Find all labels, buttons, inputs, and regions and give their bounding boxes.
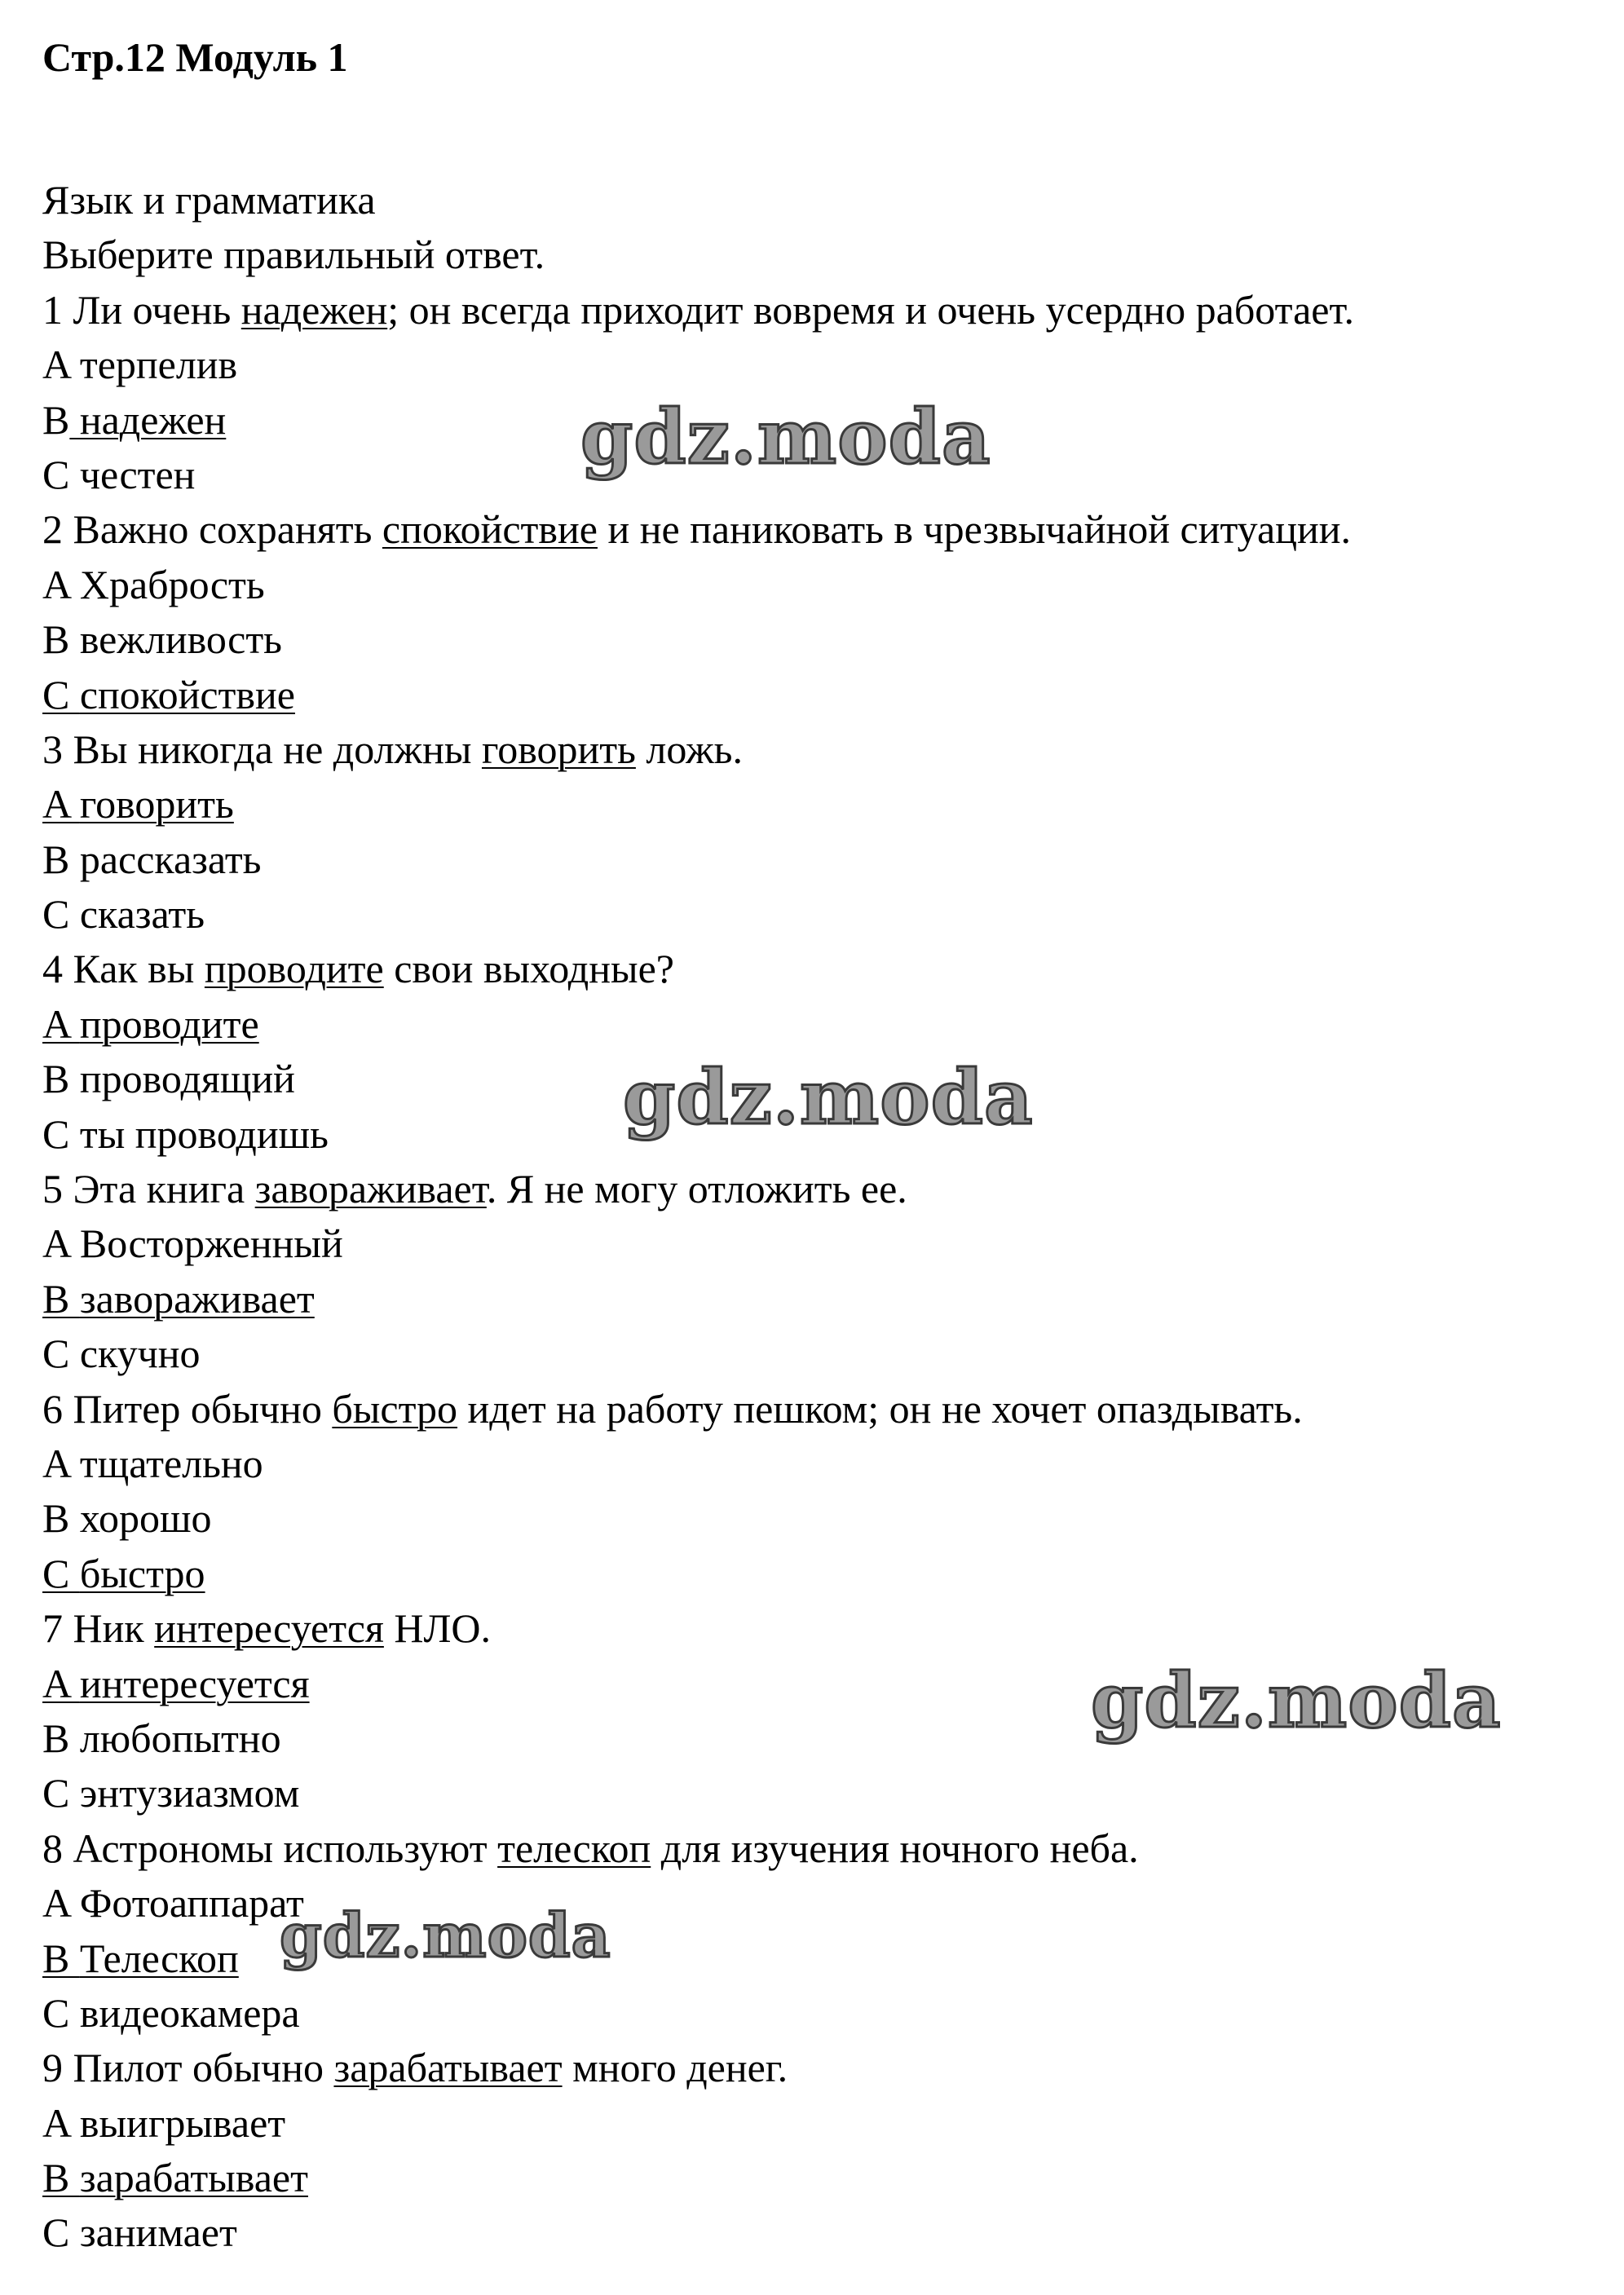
option-letter: B bbox=[42, 1935, 80, 1981]
option-text: терпелив bbox=[79, 342, 238, 388]
option-letter: B bbox=[42, 616, 80, 663]
question-answer-underlined: спокойствие bbox=[382, 506, 598, 553]
question-answer-underlined: зарабатывает bbox=[333, 2045, 563, 2091]
answer-option bbox=[42, 1272, 1591, 1326]
option-content bbox=[42, 1770, 299, 1816]
question-prefix: 7 Ник bbox=[42, 1605, 155, 1652]
option-text: выигрывает bbox=[79, 2099, 286, 2146]
option-text: Фотоаппарат bbox=[79, 1880, 304, 1926]
question-prefix: 3 Вы никогда не должны bbox=[42, 726, 482, 772]
correct-option bbox=[42, 781, 234, 827]
option-letter: B bbox=[42, 1056, 80, 1102]
question-answer-underlined: надежен bbox=[241, 286, 388, 333]
question-answer-underlined: говорить bbox=[481, 726, 636, 772]
answer-option bbox=[42, 612, 1591, 667]
option-letter: B bbox=[42, 2155, 80, 2201]
answer-option bbox=[42, 1326, 1591, 1381]
question-prefix: 2 Важно сохранять bbox=[42, 506, 382, 553]
option-text: ты проводишь bbox=[79, 1110, 329, 1157]
option-text: надежен bbox=[69, 396, 227, 443]
question-text bbox=[42, 1162, 1591, 1216]
section-heading: Язык и грамматика bbox=[42, 177, 376, 223]
answer-option bbox=[42, 1931, 1591, 1986]
option-content bbox=[42, 836, 261, 882]
question-suffix: свои выходные? bbox=[383, 946, 674, 992]
question-text bbox=[42, 1601, 1591, 1656]
option-letter: C bbox=[42, 451, 80, 497]
option-text: проводящий bbox=[79, 1056, 295, 1102]
option-letter: C bbox=[42, 1110, 80, 1157]
option-text: видеокамера bbox=[79, 1989, 300, 2036]
option-text: проводите bbox=[79, 1000, 259, 1047]
question-answer-underlined: проводите bbox=[204, 946, 384, 992]
question-text bbox=[42, 722, 1591, 777]
option-text: сказать bbox=[79, 891, 205, 938]
option-letter: C bbox=[42, 1550, 80, 1596]
answer-option bbox=[42, 2096, 1591, 2151]
option-content bbox=[42, 452, 195, 497]
option-letter: A bbox=[42, 1000, 80, 1047]
question-answer-underlined: завораживает bbox=[254, 1166, 487, 1212]
correct-option bbox=[42, 1935, 239, 1981]
option-content bbox=[42, 2100, 285, 2146]
option-text: Храбрость bbox=[79, 561, 265, 607]
watermark-logo: gdz.moda bbox=[1091, 1657, 1502, 1745]
question-text bbox=[42, 283, 1591, 338]
answer-option bbox=[42, 668, 1591, 722]
option-content bbox=[42, 1495, 211, 1541]
correct-option bbox=[42, 1551, 205, 1596]
option-letter: C bbox=[42, 891, 80, 938]
option-text: Телескоп bbox=[79, 1935, 239, 1981]
option-letter: C bbox=[42, 671, 80, 717]
option-letter: C bbox=[42, 2209, 80, 2256]
option-text: любопытно bbox=[79, 1715, 281, 1761]
option-content bbox=[42, 616, 282, 662]
option-text: занимает bbox=[79, 2209, 237, 2256]
question-suffix: для изучения ночного неба. bbox=[651, 1825, 1139, 1871]
option-content bbox=[42, 562, 265, 607]
answer-option bbox=[42, 1986, 1591, 2041]
option-letter: A bbox=[42, 781, 80, 828]
option-content bbox=[42, 1331, 201, 1376]
option-text: интересуется bbox=[79, 1660, 310, 1706]
question-text bbox=[42, 1821, 1591, 1876]
question-suffix: и не паниковать в чрезвычайной ситуации. bbox=[597, 506, 1351, 553]
worksheet-page bbox=[42, 24, 1591, 2261]
page-title: Стр.12 Модуль 1 bbox=[42, 34, 348, 80]
answer-option bbox=[42, 2205, 1591, 2260]
option-letter: A bbox=[42, 1880, 80, 1926]
question-prefix: 6 Питер обычно bbox=[42, 1385, 333, 1432]
option-content bbox=[42, 891, 205, 937]
answer-option bbox=[42, 1876, 1591, 1931]
correct-option bbox=[42, 397, 226, 443]
question-suffix: идет на работу пешком; он не хочет опаздывать. bbox=[457, 1385, 1303, 1432]
option-text: говорить bbox=[79, 781, 234, 828]
option-text: хорошо bbox=[79, 1495, 212, 1542]
answer-option bbox=[42, 1437, 1591, 1491]
answer-option bbox=[42, 558, 1591, 612]
option-text: Восторженный bbox=[79, 1220, 343, 1267]
answer-option bbox=[42, 1547, 1591, 1601]
question-text bbox=[42, 942, 1591, 996]
option-content bbox=[42, 1441, 263, 1486]
correct-option bbox=[42, 672, 295, 717]
option-content bbox=[42, 1056, 295, 1101]
answer-option bbox=[42, 338, 1591, 392]
option-text: вежливость bbox=[79, 616, 282, 663]
answer-option bbox=[42, 832, 1591, 887]
option-letter: B bbox=[42, 1275, 80, 1322]
option-text: энтузиазмом bbox=[79, 1770, 300, 1816]
question-text bbox=[42, 1382, 1591, 1437]
option-content bbox=[42, 342, 237, 387]
option-letter: A bbox=[42, 1220, 80, 1267]
question-prefix: 4 Как вы bbox=[42, 946, 205, 992]
option-letter: A bbox=[42, 342, 80, 388]
option-text: рассказать bbox=[79, 836, 262, 882]
option-letter: C bbox=[42, 1989, 80, 2036]
answer-option bbox=[42, 887, 1591, 942]
option-text: быстро bbox=[79, 1550, 205, 1596]
question-answer-underlined: телескоп bbox=[497, 1825, 651, 1871]
option-letter: C bbox=[42, 1770, 80, 1816]
question-prefix: 5 Эта книга bbox=[42, 1166, 255, 1212]
option-text: зарабатывает bbox=[79, 2155, 308, 2201]
option-letter: A bbox=[42, 561, 80, 607]
option-content bbox=[42, 1880, 304, 1926]
option-content bbox=[42, 1990, 300, 2036]
question-suffix: НЛО. bbox=[383, 1605, 492, 1652]
option-letter: B bbox=[42, 836, 80, 882]
answer-option bbox=[42, 1766, 1591, 1821]
option-content bbox=[42, 1111, 329, 1157]
instruction-text: Выберите правильный ответ. bbox=[42, 232, 545, 278]
option-text: тщательно bbox=[79, 1440, 263, 1486]
option-text: спокойствие bbox=[79, 671, 295, 717]
option-content bbox=[42, 1715, 281, 1761]
question-suffix: много денег. bbox=[562, 2045, 788, 2091]
correct-option bbox=[42, 1276, 315, 1322]
question-prefix: 9 Пилот обычно bbox=[42, 2045, 334, 2091]
option-letter: B bbox=[42, 396, 70, 443]
question-suffix: . Я не могу отложить ее. bbox=[486, 1166, 907, 1212]
question-prefix: 8 Астрономы используют bbox=[42, 1825, 498, 1871]
question-suffix: ; он всегда приходит вовремя и очень усердно работает. bbox=[387, 286, 1355, 333]
option-letter: B bbox=[42, 1715, 80, 1761]
answer-option bbox=[42, 1491, 1591, 1546]
option-content bbox=[42, 1220, 343, 1266]
option-letter: A bbox=[42, 1440, 80, 1486]
option-letter: B bbox=[42, 1495, 80, 1542]
option-text: завораживает bbox=[79, 1275, 315, 1322]
option-letter: A bbox=[42, 1660, 80, 1706]
question-text bbox=[42, 2041, 1591, 2095]
title-spacer bbox=[42, 90, 1591, 173]
question-text bbox=[42, 502, 1591, 557]
option-letter: A bbox=[42, 2099, 80, 2146]
answer-option bbox=[42, 1216, 1591, 1271]
watermark-logo: gdz.moda bbox=[580, 393, 991, 481]
question-suffix: ложь. bbox=[635, 726, 743, 772]
option-text: скучно bbox=[79, 1331, 201, 1377]
answer-option bbox=[42, 997, 1591, 1052]
option-text: честен bbox=[79, 451, 196, 497]
question-answer-underlined: интересуется bbox=[154, 1605, 384, 1652]
correct-option bbox=[42, 1001, 259, 1047]
correct-option bbox=[42, 1661, 310, 1706]
question-prefix: 1 Ли очень bbox=[42, 286, 241, 333]
option-letter: C bbox=[42, 1331, 80, 1377]
watermark-logo: gdz.moda bbox=[280, 1901, 611, 1971]
answer-option bbox=[42, 777, 1591, 832]
correct-option bbox=[42, 2155, 308, 2200]
option-content bbox=[42, 2209, 237, 2255]
question-answer-underlined: быстро bbox=[332, 1385, 458, 1432]
watermark-logo: gdz.moda bbox=[623, 1053, 1034, 1141]
answer-option bbox=[42, 2151, 1591, 2205]
question-list bbox=[42, 283, 1591, 2261]
